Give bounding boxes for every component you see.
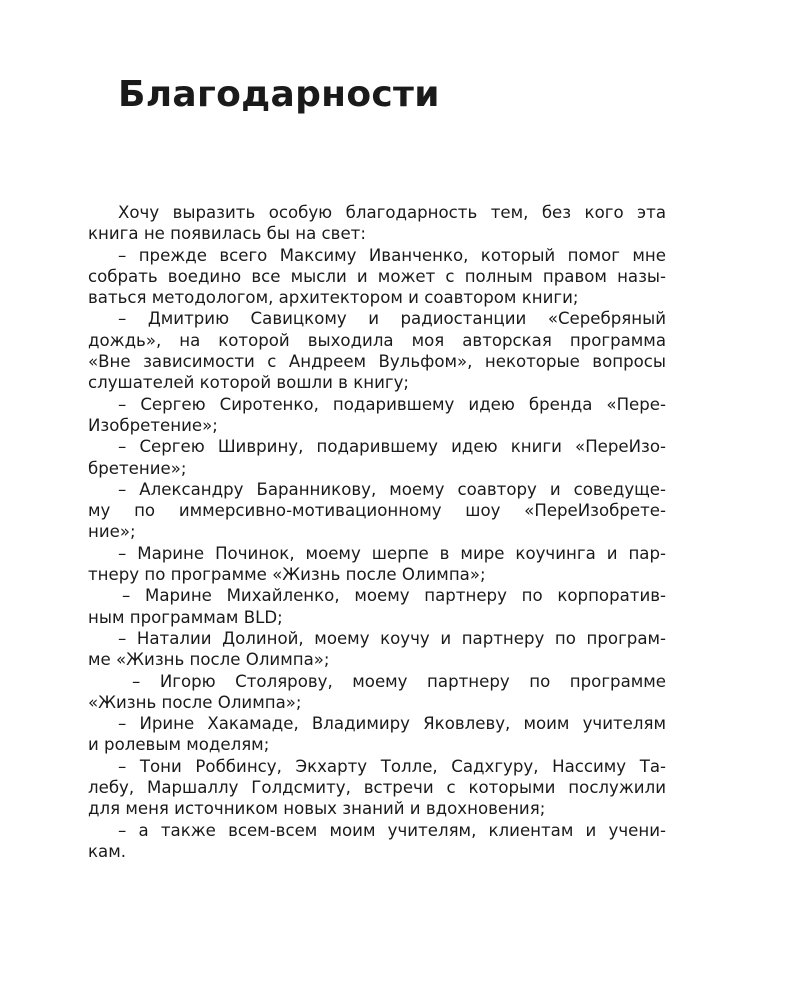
text-line: ме «Жизнь после Олимпа»;: [88, 650, 330, 670]
text-line: слушателей которой вошли в книгу;: [88, 373, 410, 393]
text-line: – прежде всего Максиму Иванченко, который помог мне: [118, 245, 666, 265]
text-line: собрать воедино все мысли и может с полным правом назы-: [88, 266, 666, 286]
text-line: и ролевым моделям;: [88, 735, 270, 755]
text-line: – Марине Михайленко, моему партнеру по корпоратив-: [122, 586, 666, 606]
text-line: – Дмитрию Савицкому и радиостанции «Серебряный: [118, 309, 666, 329]
text-line: для меня источником новых знаний и вдохновения;: [88, 799, 546, 819]
text-line: – Александру Баранникову, моему соавтору и соведуще-: [118, 479, 666, 499]
text-line: – Тони Роббинсу, Экхарту Толле, Садхгуру, Нассиму Та-: [118, 756, 666, 776]
text-line: – Сергею Шиврину, подарившему идею книги «ПереИзо-: [118, 437, 666, 457]
text-line: книга не появилась бы на свет:: [88, 224, 366, 244]
text-line: «Жизнь после Олимпа»;: [88, 692, 302, 712]
text-line: дождь», на которой выходила моя авторская программа: [88, 330, 666, 350]
text-line: – Игорю Столярову, моему партнеру по программе: [132, 671, 666, 691]
text-line: му по иммерсивно-мотивационному шоу «ПереИзобрете-: [88, 501, 666, 521]
text-line: – а также всем-всем моим учителям, клиентам и учени-: [118, 820, 666, 840]
text-line: ваться методологом, архитектором и соавтором книги;: [88, 288, 579, 308]
acknowledgements-text: [88, 202, 666, 862]
text-line: лебу, Маршаллу Голдсмиту, встречи с которыми послужили: [88, 778, 666, 798]
text-line: Изобретение»;: [88, 415, 218, 435]
text-line: ние»;: [88, 522, 136, 542]
text-line: – Сергею Сиротенко, подарившему идею бренда «Пере-: [118, 394, 666, 414]
text-line: «Вне зависимости с Андреем Вульфом», некоторые вопросы: [88, 352, 666, 372]
text-line: тнеру по программе «Жизнь после Олимпа»;: [88, 565, 486, 585]
text-line: ным программам BLD;: [88, 607, 283, 627]
page-title: Благодарности: [118, 74, 440, 115]
text-line: Хочу выразить особую благодарность тем, без кого эта: [118, 203, 666, 222]
text-line: бретение»;: [88, 458, 187, 478]
text-line: – Наталии Долиной, моему коучу и партнеру по програм-: [118, 628, 666, 648]
text-line: – Марине Починок, моему шерпе в мире коучинга и пар-: [118, 543, 666, 563]
text-line: кам.: [88, 841, 126, 861]
text-line: – Ирине Хакамаде, Владимиру Яковлеву, моим учителям: [118, 714, 666, 734]
